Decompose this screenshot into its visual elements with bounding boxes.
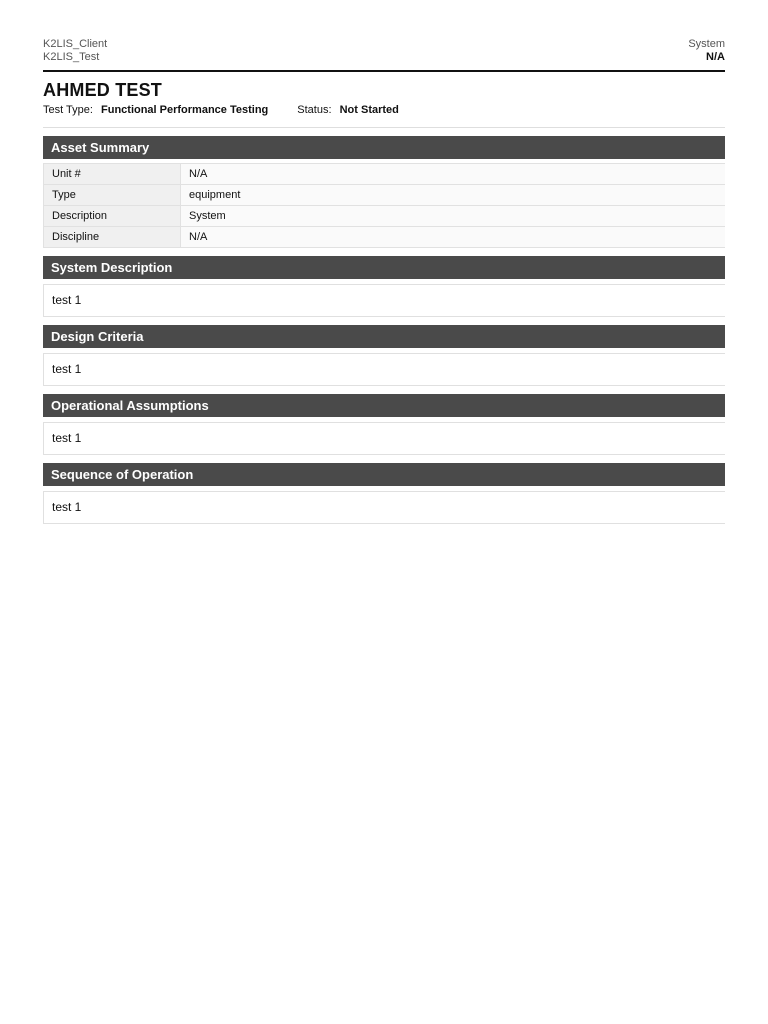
test-type-label: Test Type: — [43, 104, 93, 116]
sequence-of-operation-text: test 1 — [43, 491, 725, 524]
asset-value: System — [181, 206, 726, 227]
asset-key: Discipline — [44, 227, 181, 248]
header-left — [43, 38, 107, 64]
asset-summary-table — [43, 163, 725, 248]
asset-key: Unit # — [44, 164, 181, 185]
asset-summary-header: Asset Summary — [43, 136, 725, 159]
operational-assumptions-header: Operational Assumptions — [43, 394, 725, 417]
page-title: AHMED TEST — [43, 80, 162, 100]
system-description-header: System Description — [43, 256, 725, 279]
status-value: Not Started — [339, 104, 399, 116]
design-criteria-text: test 1 — [43, 353, 725, 386]
project-name: K2LIS_Test — [43, 51, 100, 63]
design-criteria-header: Design Criteria — [43, 325, 725, 348]
table-row — [44, 227, 726, 248]
operational-assumptions-text: test 1 — [43, 422, 725, 455]
header-right — [688, 38, 725, 64]
client-name: K2LIS_Client — [43, 38, 108, 50]
report-header — [43, 38, 725, 72]
asset-value: N/A — [181, 227, 726, 248]
asset-key: Description — [44, 206, 181, 227]
table-row — [44, 164, 726, 185]
asset-value: N/A — [181, 164, 726, 185]
status-label: Status: — [297, 104, 332, 116]
system-label: System — [688, 38, 725, 50]
sequence-of-operation-header: Sequence of Operation — [43, 463, 725, 486]
table-row — [44, 206, 726, 227]
table-row — [44, 185, 726, 206]
test-meta — [43, 103, 725, 128]
system-value: N/A — [706, 51, 725, 63]
asset-key: Type — [44, 185, 181, 206]
report-content — [43, 38, 725, 524]
test-type — [43, 103, 268, 117]
test-type-value: Functional Performance Testing — [101, 104, 269, 116]
system-description-text: test 1 — [43, 284, 725, 317]
asset-value: equipment — [181, 185, 726, 206]
test-status — [297, 103, 399, 117]
